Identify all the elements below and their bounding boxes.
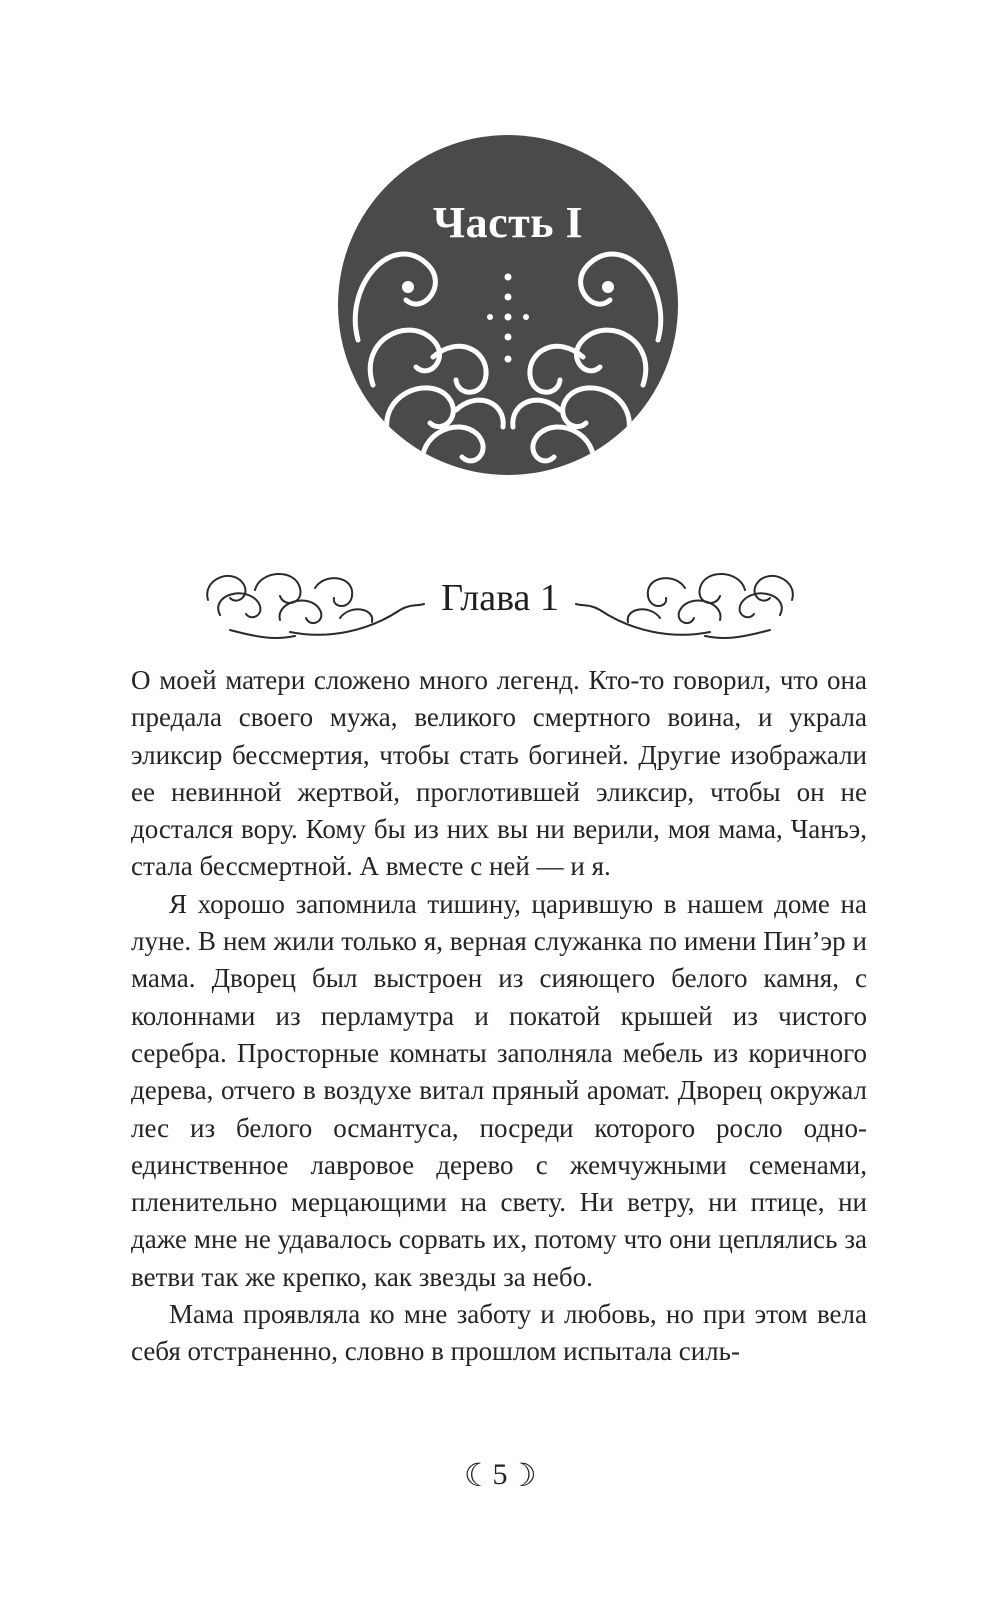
moon-disc-icon [338,135,678,475]
page-footer [0,1456,1000,1494]
chapter-heading [200,560,800,650]
part-heading-disc [338,135,678,475]
paragraph-1: О моей матери сложено много легенд. Кто-то говорил, что она предала своего мужа, великого смертного воина, и украла эликсир бессмертия, чтобы стать богиней. Другие изображали ее невинной жертвой, проглотившей эликсир, чтобы он не достался вору. Кому бы из них вы ни верили, моя мама, Чанъэ, стала бессмертной. А вместе с ней — и я. [131,665,867,882]
cloud-scroll-ornament-right-icon [575,560,800,650]
paragraph-2: Я хорошо запомнила тишину, царившую в нашем доме на луне. В нем жили только я, верная служанка по имени Пин’эр и мама. Дворец был выстроен из сияющего белого камня, с колоннами из перламутра и покатой крышей из чистого серебра. Просторные комнаты заполняла мебель из коричного дерева, отчего в воздухе витал пряный аромат. Дворец окружал лес из белого османтуса, посреди которого росло одно-единственное лавровое дерево с жемчужными семенами, пленительно мерцающими на свету. Ни ветру, ни птице, ни даже мне не удавалось сорвать их, потому что они цеплялись за ветви так же крепко, как звезды за небо. [131,888,867,1292]
chapter-title: Глава 1 [441,577,559,619]
part-title: Часть I [432,198,584,247]
crescent-left-icon: ☾ [463,1457,493,1493]
crescent-right-icon: ☾ [507,1457,537,1493]
page-number: 5 [492,1458,508,1491]
paragraph-3: Мама проявляла ко мне заботу и любовь, но при этом вела себя отстраненно, словно в прошлом испытала силь- [131,1299,867,1367]
chapter-body [131,662,867,1371]
